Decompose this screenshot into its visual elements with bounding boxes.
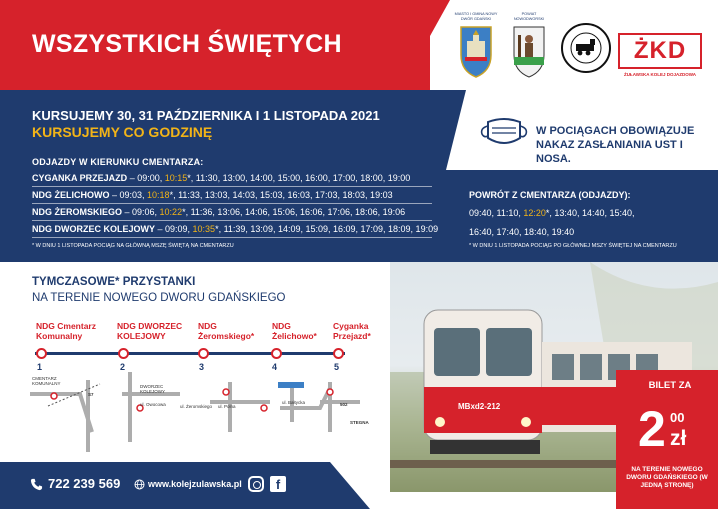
departure-highlight-time: 10:18 — [147, 190, 170, 200]
departure-times: *, 11:36, 13:06, 14:06, 15:06, 16:06, 17:06, 18:06, 19:06 — [182, 207, 406, 217]
returns-times: 09:40, 11:10, — [469, 208, 524, 218]
departure-highlight-time: 10:22 — [159, 207, 183, 217]
stop-number: 1 — [37, 362, 43, 372]
map-label-street: ul. Bałtycka — [282, 400, 306, 405]
map-label-s7: S7 — [88, 392, 94, 397]
face-mask-icon — [478, 114, 530, 150]
hourly-notice: KURSUJEMY CO GODZINĘ — [32, 124, 213, 140]
map-label-street: ul. Owocowa — [140, 402, 166, 407]
stop-marker — [198, 348, 209, 359]
departure-row — [32, 224, 439, 238]
stop-label: NDG DWORZEC KOLEJOWY — [117, 321, 183, 341]
county-logo — [506, 12, 552, 86]
website-link[interactable]: www.kolejzulawska.pl — [148, 479, 242, 489]
map-label-route: 502 — [340, 402, 348, 407]
mask-notice: W POCIĄGACH OBOWIĄZUJE NAKAZ ZASŁANIANIA UST I NOSA. — [536, 125, 695, 165]
returns-highlight-time: 12:20 — [523, 208, 546, 218]
stops-mini-maps — [30, 372, 390, 452]
running-dates: KURSUJEMY 30, 31 PAŹDZIERNIKA I 1 LISTOPADA 2021 — [32, 108, 380, 123]
returns-title: POWRÓT Z CMENTARZA (ODJAZDY): — [469, 190, 631, 200]
returns-times: *, 13:40, 14:40, 15:40, — [545, 208, 635, 218]
departure-row — [32, 173, 432, 187]
departure-times: – 09:03, — [109, 190, 148, 200]
city-crest-icon — [453, 21, 499, 81]
departure-times: *, 11:39, 13:09, 14:09, 15:09, 16:09, 17:09, 18:09, 19:09 — [215, 224, 439, 234]
stop-number: 2 — [120, 362, 126, 372]
ticket-price-decimal: 00 — [670, 410, 685, 425]
county-logo-caption: POWIAT NOWODWORSKI — [513, 12, 545, 21]
stop-number: 4 — [272, 362, 278, 372]
map-label-stegna: STEGNA — [350, 420, 369, 425]
departure-highlight-time: 10:15 — [164, 173, 188, 183]
zkd-logo-caption: ŻUŁAWSKA KOLEJ DOJAZDOWA — [623, 72, 697, 77]
departure-row — [32, 190, 432, 204]
departure-times: – 09:09, — [155, 224, 193, 234]
map-label-cmentarz: CMENTARZ KOMUNALNY — [32, 376, 61, 386]
instagram-icon[interactable] — [248, 476, 264, 492]
returns-footnote: * W DNIU 1 LISTOPADA POCIĄG PO GŁÓWNEJ MSZY ŚWIĘTEJ NA CMENTARZU — [469, 243, 677, 249]
stop-marker — [118, 348, 129, 359]
stop-label: NDG Cmentarz Komunalny — [36, 321, 96, 341]
route-line — [35, 352, 345, 355]
ticket-price-label: BILET ZA — [648, 380, 692, 391]
ticket-price-currency: zł — [670, 427, 687, 450]
stops-title: TYMCZASOWE* PRZYSTANKI — [32, 276, 196, 288]
society-logo — [560, 22, 612, 74]
stop-marker — [36, 348, 47, 359]
ticket-price-whole: 2 — [638, 401, 666, 457]
departures-title: ODJAZDY W KIERUNKU CMENTARZA: — [32, 157, 204, 167]
city-logo-caption: MIASTO I GMINA NOWY DWÓR GDAŃSKI — [454, 12, 498, 21]
stop-label: Cyganka Przejazd* — [333, 321, 371, 341]
contact-phone[interactable]: 722 239 569 — [48, 476, 121, 491]
poster-title: WSZYSTKICH ŚWIĘTYCH — [32, 30, 342, 58]
stop-label: NDG Żelichowo* — [272, 321, 317, 341]
returns-times-line — [469, 208, 635, 218]
stop-marker — [333, 348, 344, 359]
footer-bar-tip — [330, 462, 370, 509]
stop-label: NDG Żeromskiego* — [198, 321, 255, 341]
departure-highlight-time: 10:35 — [192, 224, 216, 234]
departure-times: – 09:00, — [127, 173, 165, 183]
departure-times: *, 11:33, 13:03, 14:03, 15:03, 16:03, 17:03, 18:03, 19:03 — [169, 190, 393, 200]
header-red-band-tip — [400, 0, 450, 90]
map-label-street: ul. Polna — [218, 404, 236, 409]
departures-footnote: * W DNIU 1 LISTOPADA POCIĄG NA GŁÓWNĄ MSZĘ ŚWIĘTĄ NA CMENTARZU — [32, 243, 234, 249]
departure-station: CYGANKA PRZEJAZD — [32, 173, 128, 183]
train-plate: MBxd2-212 — [458, 402, 501, 411]
county-crest-icon — [506, 21, 552, 81]
departure-station: NDG ŻEROMSKIEGO — [32, 207, 123, 217]
phone-icon — [30, 478, 43, 491]
zkd-logo: ŻKD — [618, 33, 702, 69]
returns-times-line: 16:40, 17:40, 18:40, 19:40 — [469, 227, 575, 237]
facebook-icon[interactable]: f — [270, 476, 286, 492]
departure-station: NDG ŻELICHOWO — [32, 190, 110, 200]
stop-number: 5 — [334, 362, 340, 372]
departure-times: *, 11:30, 13:00, 14:00, 15:00, 16:00, 17:00, 18:00, 19:00 — [187, 173, 411, 183]
ticket-price-scope: NA TERENIE NOWEGO DWORU GDAŃSKIEGO (W JEDNĄ STRONĘ) — [626, 466, 708, 489]
stop-marker — [271, 348, 282, 359]
departure-row — [32, 207, 432, 221]
departure-times: – 09:06, — [122, 207, 160, 217]
globe-icon — [134, 479, 145, 490]
city-logo — [453, 12, 499, 86]
stop-number: 3 — [199, 362, 205, 372]
departure-station: NDG DWORZEC KOLEJOWY — [32, 224, 155, 234]
stops-subtitle: NA TERENIE NOWEGO DWORU GDAŃSKIEGO — [32, 292, 286, 304]
map-label-street: ul. Żeromskiego — [180, 404, 213, 409]
train-badge-icon — [560, 22, 612, 74]
map-label-dworzec: DWORZEC KOLEJOWY — [140, 384, 166, 394]
